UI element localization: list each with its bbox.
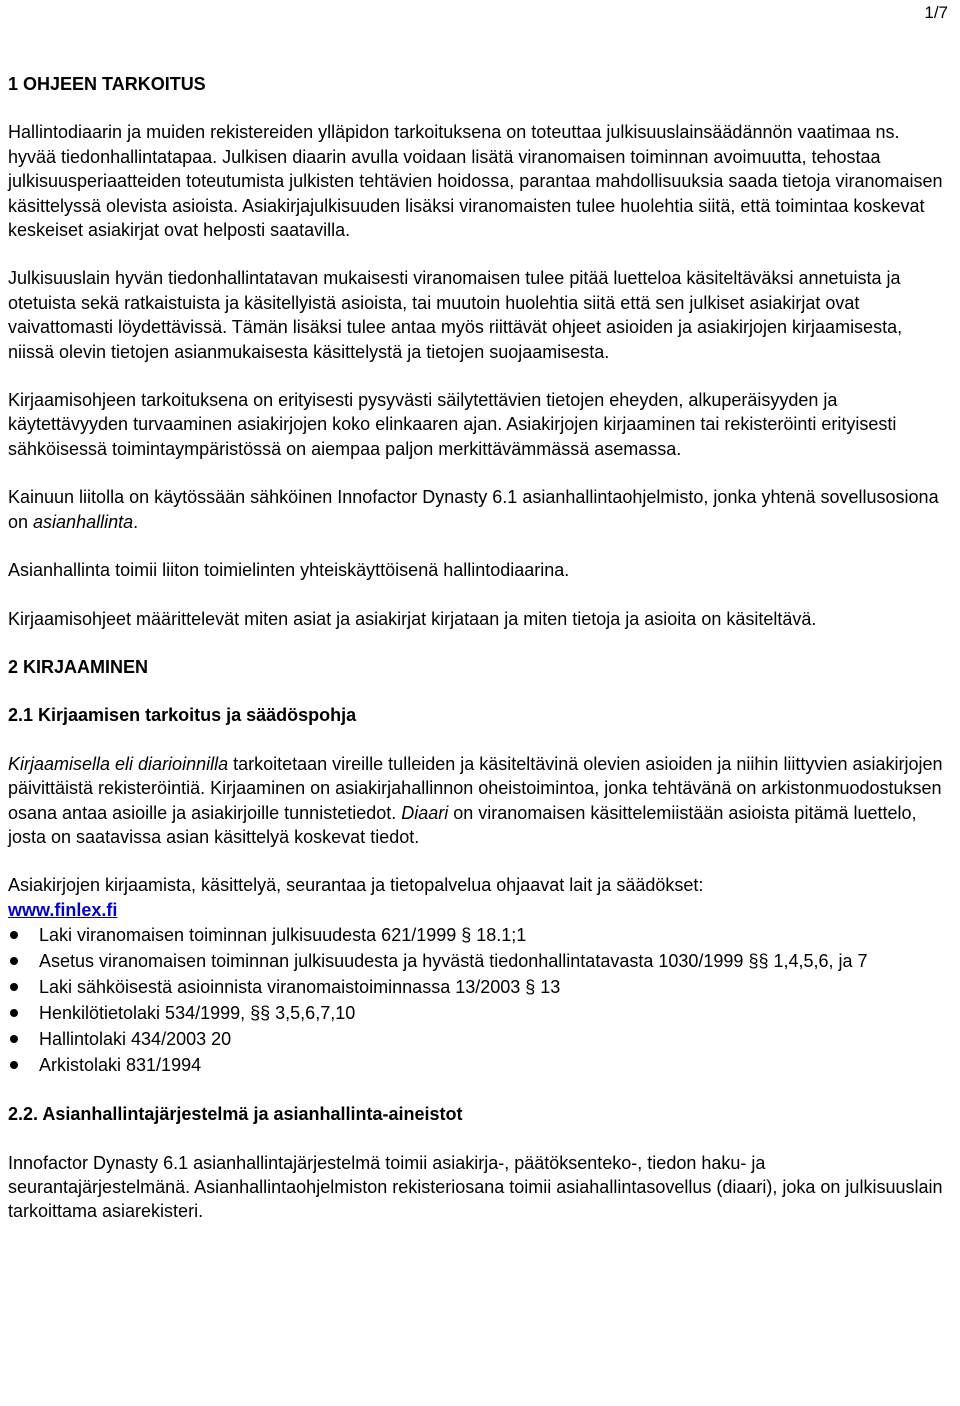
page-number: 1/7 [924, 3, 948, 22]
bullet-icon [10, 983, 18, 991]
section-2-1-heading: 2.1 Kirjaamisen tarkoitus ja säädöspohja [8, 705, 357, 726]
law-item-text: Laki viranomaisen toiminnan julkisuudesta 621/1999 § 18.1;1 [39, 925, 527, 946]
paragraph-recording-guide: Kirjaamisohjeen tarkoituksena on erityisesti pysyvästi säilytettävien tietojen eheyden, alkuperäisyyden ja käytettävyyden turvaaminen asiakirjojen koko elinkaaren ajan. Asiakirjojen kirjaaminen tai rekisteröinti erityisesti sähköisessä toimintaympäristössä on aiempaa paljon merkittävämmässä asemassa. [8, 390, 897, 459]
law-item-text: Laki sähköisestä asioinnista viranomaistoiminnassa 13/2003 § 13 [39, 977, 561, 998]
section-1-heading: 1 OHJEEN TARKOITUS [8, 74, 206, 94]
law-item-text: Asetus viranomaisen toiminnan julkisuudesta ja hyvästä tiedonhallintatavasta 1030/1999 §§ 1,4,5,6, ja 7 [39, 951, 868, 972]
bullet-icon [10, 957, 18, 965]
law-item-text: Arkistolaki 831/1994 [39, 1055, 202, 1076]
kainuu-text: Kainuun liitolla on käytössään sähköinen Innofactor Dynasty 6.1 asianhallintaohjelmisto, jonka yhtenä sovellusosiona on [8, 487, 939, 532]
list-item [8, 1000, 950, 1026]
definition-term-diaari: Diaari [401, 802, 449, 823]
list-item [8, 974, 950, 1000]
bullet-icon [10, 1061, 18, 1069]
list-item [8, 922, 950, 948]
kainuu-italic: asianhallinta [33, 511, 134, 532]
bullet-icon [10, 931, 18, 939]
definition-text-a: tarkoitetaan vireille tulleiden ja käsiteltävinä olevien asioiden ja niihin liittyvien asiakirjojen päivittäistä rekisteröintiä. Kirjaaminen on asiakirjahallinnon oheistoimintoa, jonka tehtävänä on arkistonmuodostuksen osana antaa asioille ja asiakirjoille tunnistetiedot. [8, 753, 943, 823]
document-body [8, 72, 950, 1248]
law-list [8, 922, 950, 1078]
bullet-icon [10, 1009, 18, 1017]
paragraph-dynasty: Innofactor Dynasty 6.1 asianhallintajärjestelmä toimii asiakirja-, päätöksenteko-, tiedon haku- ja seurantajärjestelmänä. Asianhallintaohjelmiston rekisteriosana toimii asiahallintasovellus (diaari), joka on julkisuuslain tarkoittama asiarekisteri. [8, 1152, 943, 1222]
list-item [8, 1052, 950, 1078]
definition-text-b: on viranomaisen käsittelemiistään asioista pitämä luettelo, josta on saatavissa asian käsittelyä koskevat tiedot. [8, 802, 917, 847]
paragraph-kainuu [8, 485, 950, 534]
definition-term: Kirjaamisella eli diarioinnilla [8, 753, 229, 774]
list-item [8, 1026, 950, 1052]
paragraph-publicity-law: Julkisuuslain hyvän tiedonhallintatavan mukaisesti viranomaisen tulee pitää luetteloa käsiteltäväksi annetuista ja otetuista sekä ratkaistuista ja käsitellyistä asioista, tai muutoin huolehtia siitä että sen julkiset asiakirjat ovat vaivattomasti löydettävissä. Tämän lisäksi tulee antaa myös riittävät ohjeet asioiden ja asiakirjojen kirjaamisesta, niissä olevin tietojen asianmukaisesta käsittelystä ja tietojen suojaamisesta. [8, 268, 903, 362]
section-2-2-heading: 2.2. Asianhallintajärjestelmä ja asianhallinta-aineistot [8, 1104, 463, 1125]
section-2-heading: 2 KIRJAAMINEN [8, 656, 149, 677]
paragraph-laws-intro [8, 873, 950, 922]
laws-intro-text: Asiakirjojen kirjaamista, käsittelyä, seurantaa ja tietopalvelua ohjaavat lait ja säädökset: [8, 875, 704, 896]
bullet-icon [10, 1035, 18, 1043]
paragraph-kirjaaminen-definition [8, 752, 950, 850]
finlex-link[interactable]: www.finlex.fi [8, 899, 118, 920]
paragraph-purpose: Hallintodiaarin ja muiden rekistereiden ylläpidon tarkoituksena on toteuttaa julkisuuslainsäädännön vaatimaa ns. hyvää tiedonhallintatapaa. Julkisen diaarin avulla voidaan lisätä viranomaisen toiminnan avoimuutta, tehostaa julkisuusperiaatteiden toteutumista julkisten tehtävien hoidossa, parantaa mahdollisuuksia saada tietoja viranomaisen käsittelyssä olevista asioista. Asiakirjajulkisuuden lisäksi viranomaisten tulee huolehtia siitä, että toimintaa koskevat keskeiset asiakirjat ovat helposti saatavilla. [8, 122, 943, 241]
paragraph-maarittelevat: Kirjaamisohjeet määrittelevät miten asiat ja asiakirjat kirjataan ja miten tietoja ja asioita on käsiteltävä. [8, 608, 817, 629]
kainuu-end: . [133, 511, 139, 532]
paragraph-asianhallinta: Asianhallinta toimii liiton toimielinten yhteiskäyttöisenä hallintodiaarina. [8, 560, 570, 581]
law-item-text: Hallintolaki 434/2003 20 [39, 1029, 232, 1050]
law-item-text: Henkilötietolaki 534/1999, §§ 3,5,6,7,10 [39, 1003, 356, 1024]
list-item [8, 948, 950, 974]
